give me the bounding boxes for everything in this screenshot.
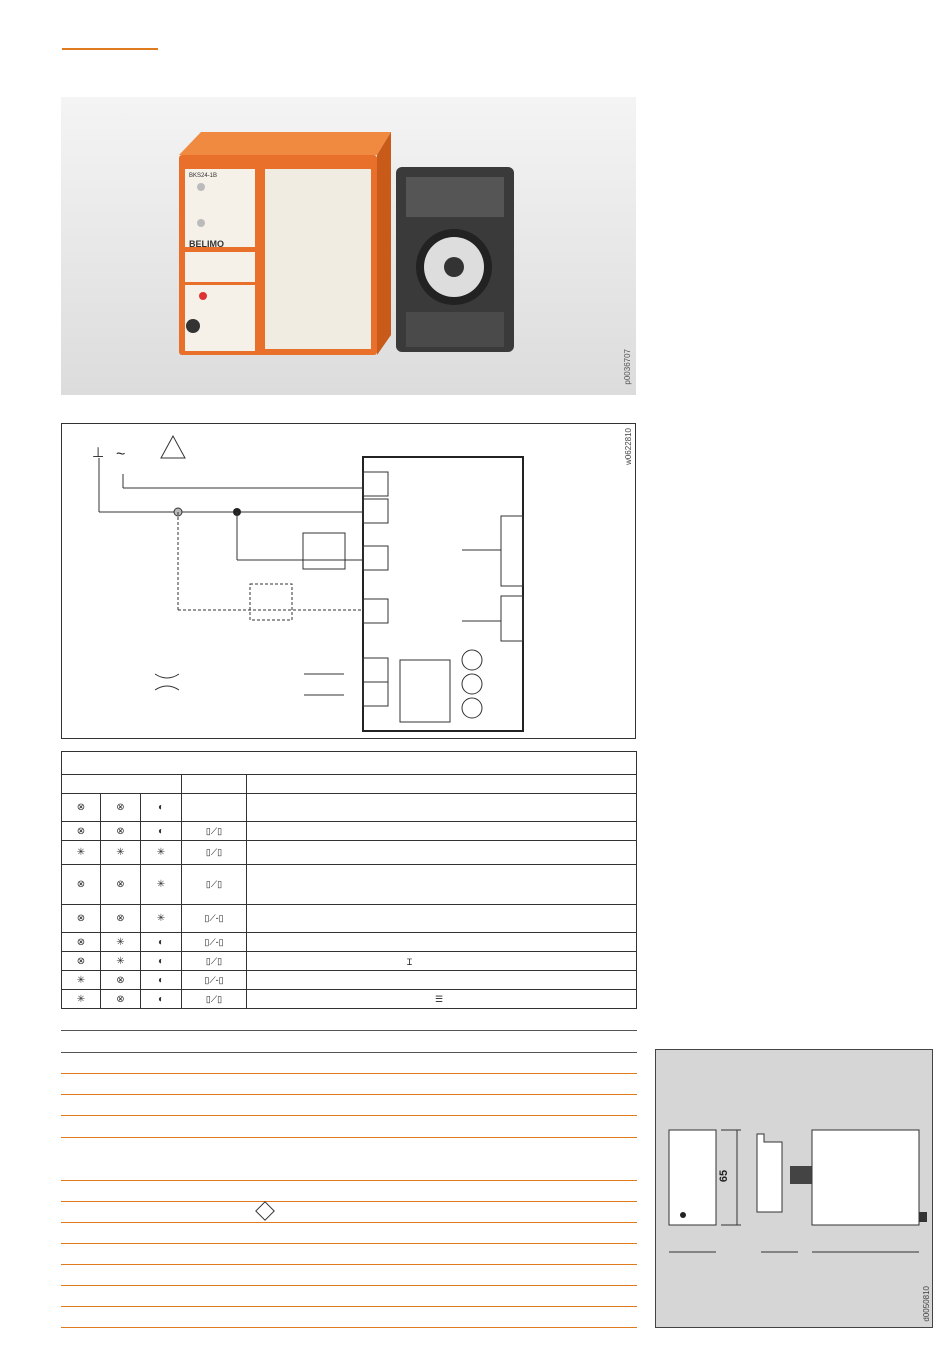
divider: [61, 1137, 637, 1138]
divider: [61, 1243, 637, 1244]
divider: [61, 1180, 637, 1181]
protection-class-icon: [255, 1201, 275, 1221]
status-table: [61, 751, 637, 1009]
led-off-icon: ⊗: [76, 802, 86, 813]
table-row: ⊗ ⊗ ✳ ▯⟋-▯: [62, 905, 637, 933]
divider: [61, 1201, 637, 1202]
contact-icon: ▯⟋▯: [182, 990, 247, 1009]
divider: [61, 1222, 637, 1223]
table-row: ✳ ⊗ ◐ ▯⟋-▯: [62, 971, 637, 990]
divider: [61, 1264, 637, 1265]
alarm-led-icon: ◐: [157, 802, 165, 813]
table-row: ⊗ ✳ ◐ ▯⟋▯ Ɪ: [62, 952, 637, 971]
contact-icon: ▯⟋-▯: [182, 905, 247, 933]
divider: [61, 1094, 637, 1095]
dimension-code: d0050810: [922, 1286, 931, 1322]
divider: [61, 1052, 637, 1053]
ac-symbol: ~: [116, 446, 126, 463]
height-dimension: 65: [718, 1169, 731, 1183]
contact-icon: ▯⟋▯: [182, 822, 247, 841]
ground-symbol: ⊥: [92, 444, 105, 460]
header-accent-rule: [62, 48, 158, 50]
contact-icon: ▯⟋▯: [182, 952, 247, 971]
divider: [61, 1327, 637, 1328]
dimension-illustration: [656, 1050, 934, 1329]
product-illustration: [61, 97, 636, 395]
contact-icon: ▯⟋▯: [182, 865, 247, 905]
table-row: ⊗ ⊗ ◐ ▯⟋▯: [62, 822, 637, 841]
damper-open-icon: Ɪ: [407, 956, 413, 967]
contact-icon: ▯⟋-▯: [182, 971, 247, 990]
divider: [61, 1285, 637, 1286]
device-label: BKS24-1B: [189, 173, 218, 179]
photo-code: p0036707: [623, 349, 632, 385]
divider: [61, 1030, 637, 1031]
divider: [61, 1115, 637, 1116]
table-row: ✳ ✳ ✳ ▯⟋▯: [62, 841, 637, 865]
product-photo: [61, 97, 636, 395]
table-row: [62, 794, 637, 822]
table-row: ⊗ ⊗ ✳ ▯⟋▯: [62, 865, 637, 905]
table-row: [62, 752, 637, 775]
contact-icon: ▯⟋▯: [182, 841, 247, 865]
contact-icon: ▯⟋-▯: [182, 933, 247, 952]
divider: [61, 1073, 637, 1074]
damper-closed-icon: ☰: [435, 993, 444, 1004]
table-row: ⊗ ✳ ◐ ▯⟋-▯: [62, 933, 637, 952]
wiring-schematic: [62, 424, 637, 740]
table-row: [62, 775, 637, 794]
brand-text: BELIMO: [189, 239, 224, 249]
diagram-code: w0622810: [624, 428, 633, 465]
led-off-icon: ⊗: [116, 802, 125, 813]
wiring-diagram: [61, 423, 636, 739]
table-row: ✳ ⊗ ◐ ▯⟋▯ ☰: [62, 990, 637, 1009]
divider: [61, 1306, 637, 1307]
dimension-drawing: [655, 1049, 933, 1328]
